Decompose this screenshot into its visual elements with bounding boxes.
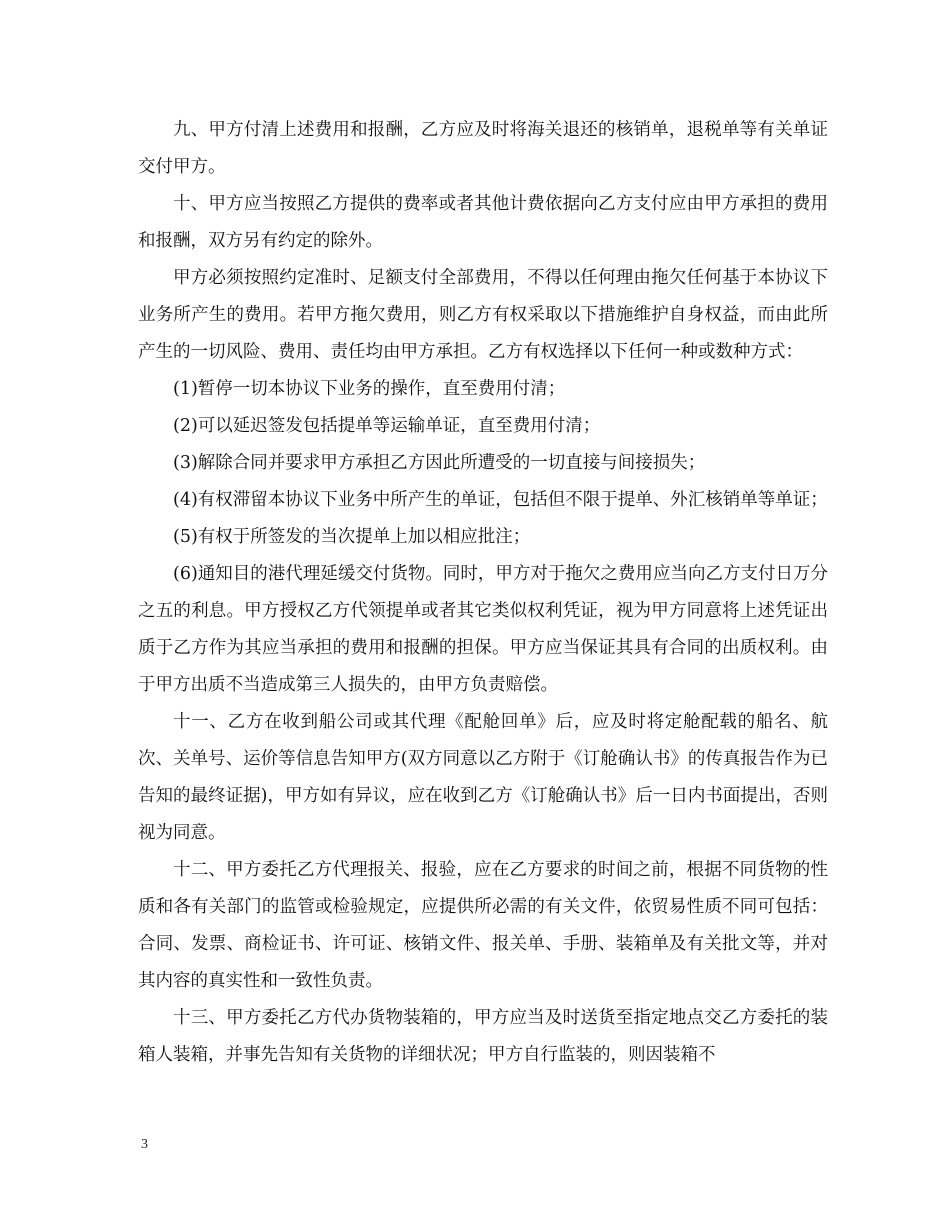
list-item-measure-6: (6)通知目的港代理延缓交付货物。同时，甲方对于拖欠之费用应当向乙方支付日万分之五的利息。甲方授权乙方代领提单或者其它类似权利凭证，视为甲方同意将上述凭证出质于乙方作为其应当承担的费用和报酬的担保。甲方应当保证其具有合同的出质权利。由于甲方出质不当造成第三人损失的，由甲方负责赔偿。 (138, 564, 828, 695)
list-item-measure-2: (2)可以延迟签发包括提单等运输单证，直至费用付清； (173, 416, 601, 436)
paragraph-clause-13: 十三、甲方委托乙方代办货物装箱的，甲方应当及时送货至指定地点交乙方委托的装箱人装箱，并事先告知有关货物的详细状况；甲方自行监装的，则因装箱不 (138, 1008, 828, 1065)
document-body (138, 112, 828, 1074)
list-item-measure-5: (5)有权于所签发的当次提单上加以相应批注； (173, 527, 531, 547)
page-number: 3 (141, 1137, 148, 1152)
paragraph-clause-10: 十、甲方应当按照乙方提供的费率或者其他计费依据向乙方支付应由甲方承担的费用和报酬，双方另有约定的除外。 (138, 194, 828, 251)
paragraph-clause-12: 十二、甲方委托乙方代理报关、报验，应在乙方要求的时间之前，根据不同货物的性质和各有关部门的监管或检验规定，应提供所必需的有关文件，依贸易性质不同可包括：合同、发票、商检证书、许可证、核销文件、报关单、手册、装箱单及有关批文等，并对其内容的真实性和一致性负责。 (138, 860, 828, 991)
paragraph-clause-9: 九、甲方付清上述费用和报酬，乙方应及时将海关退还的核销单，退税单等有关单证交付甲方。 (138, 120, 828, 177)
list-item-measure-1: (1)暂停一切本协议下业务的操作，直至费用付清； (173, 379, 566, 399)
paragraph-payment-terms: 甲方必须按照约定准时、足额支付全部费用，不得以任何理由拖欠任何基于本协议下业务所产生的费用。若甲方拖欠费用，则乙方有权采取以下措施维护自身权益，而由此所产生的一切风险、费用、责任均由甲方承担。乙方有权选择以下任何一种或数种方式： (138, 268, 828, 362)
list-item-measure-4: (4)有权滞留本协议下业务中所产生的单证，包括但不限于提单、外汇核销单等单证； (173, 490, 828, 510)
paragraph-clause-11: 十一、乙方在收到船公司或其代理《配舱回单》后，应及时将定舱配载的船名、航次、关单号、运价等信息告知甲方(双方同意以乙方附于《订舱确认书》的传真报告作为已告知的最终证据)，甲方如有异议，应在收到乙方《订舱确认书》后一日内书面提出，否则视为同意。 (138, 712, 828, 843)
list-item-measure-3: (3)解除合同并要求甲方承担乙方因此所遭受的一切直接与间接损失； (173, 453, 706, 473)
